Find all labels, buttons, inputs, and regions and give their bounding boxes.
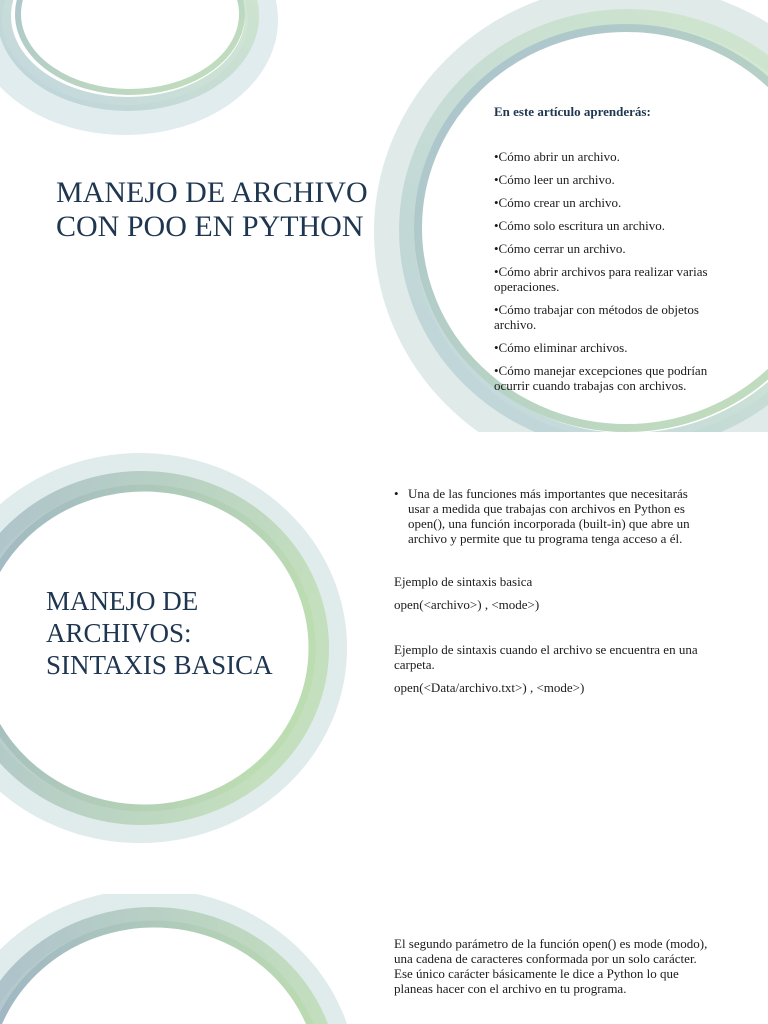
- list-item: •Cómo eliminar archivos.: [494, 340, 628, 355]
- list-item: •Cómo solo escritura un archivo.: [494, 218, 665, 233]
- list-item: •Cómo abrir archivos para realizar varias operaciones.: [494, 264, 708, 294]
- bullet-marker: •: [394, 486, 399, 501]
- intro-list: [394, 486, 712, 546]
- list-item: •Cómo abrir un archivo.: [494, 149, 620, 164]
- slide-3: [0, 894, 768, 1024]
- example-code: open(<Data/archivo.txt>) , <mode>): [394, 680, 585, 695]
- topic-list: [494, 149, 744, 393]
- mode-paragraph: El segundo parámetro de la función open() es mode (modo), una cadena de caracteres conformada por un solo carácter. Ese único carácter básicamente le dice a Python lo que planeas hacer con el archivo en tu programa.: [394, 936, 708, 996]
- list-item: •Cómo trabajar con métodos de objetos archivo.: [494, 302, 699, 332]
- intro-text: Una de las funciones más importantes que necesitarás usar a medida que trabajas con archivos en Python es open(), una función incorporada (built-in) que abre un archivo y permite que tu programa tenga acceso a él.: [408, 486, 690, 546]
- content-panel: [394, 486, 712, 703]
- list-item: •Cómo crear un archivo.: [494, 195, 622, 210]
- content-heading: En este artículo aprenderás:: [494, 104, 651, 119]
- slide-title: MANEJO DE ARCHIVO CON POO EN PYTHON: [56, 176, 368, 243]
- slide-title: MANEJO DE ARCHIVOS: SINTAXIS BASICA: [46, 586, 273, 680]
- example-label: Ejemplo de sintaxis basica: [394, 574, 533, 589]
- example-code: open(<archivo>) , <mode>): [394, 597, 540, 612]
- example-label: Ejemplo de sintaxis cuando el archivo se encuentra en una carpeta.: [394, 642, 698, 672]
- list-item: [394, 486, 712, 546]
- list-item: •Cómo manejar excepciones que podrían ocurrir cuando trabajas con archivos.: [494, 363, 708, 393]
- slide-1: [0, 0, 768, 432]
- list-item: •Cómo leer un archivo.: [494, 172, 615, 187]
- slide-2: [0, 448, 768, 878]
- content-panel: [494, 104, 744, 401]
- content-panel: [394, 936, 714, 1004]
- list-item: •Cómo cerrar un archivo.: [494, 241, 626, 256]
